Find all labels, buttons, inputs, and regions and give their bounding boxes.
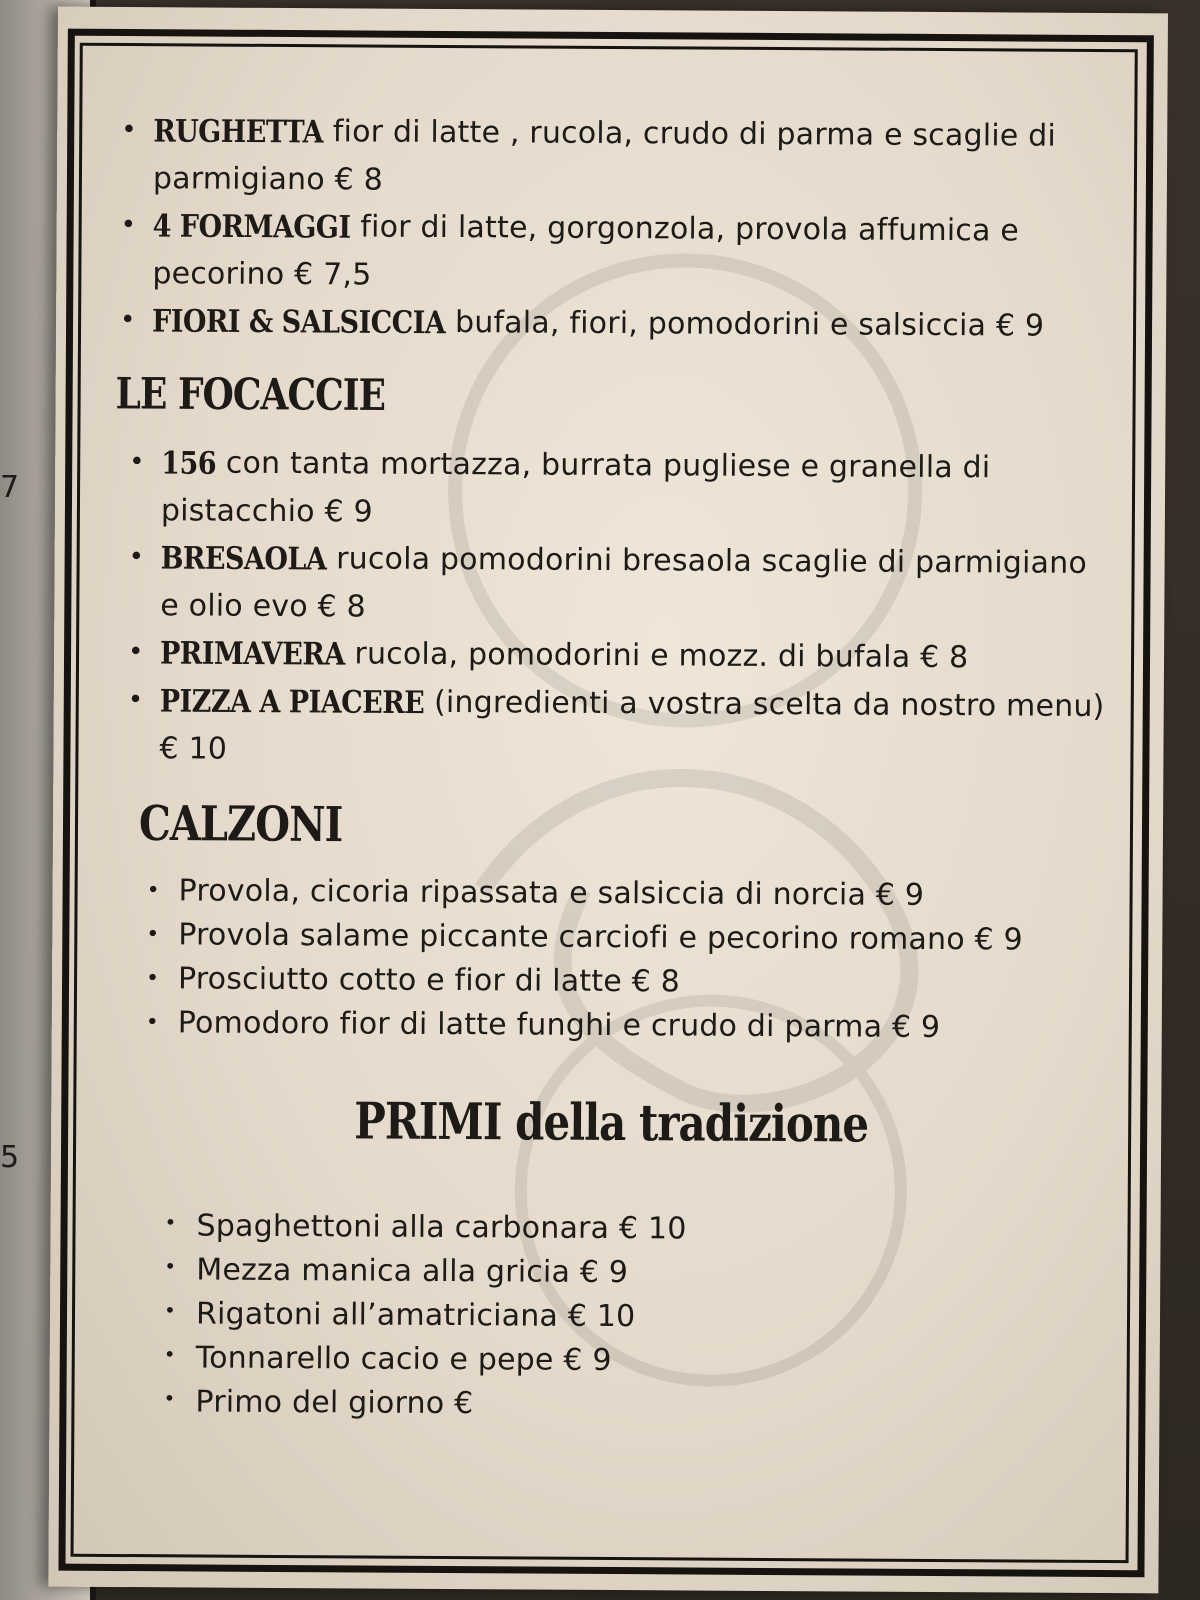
- list-item: [160, 1204, 1110, 1254]
- list-item: [142, 1001, 1112, 1051]
- dish-description: fior di latte, gorgonzola, provola affumica e pecorino € 7,5: [152, 209, 1020, 293]
- dish-description: con tanta mortazza, burrata pugliese e granella di pistacchio € 9: [160, 445, 991, 530]
- section-title-primi: PRIMI della tradizione: [354, 1091, 869, 1154]
- primi-list: [109, 1204, 1110, 1430]
- bullet-icon: •: [146, 878, 160, 904]
- section-title-calzoni: CALZONI: [138, 795, 343, 854]
- bullet-icon: •: [145, 1010, 160, 1036]
- list-item: [160, 1292, 1110, 1342]
- list-item: [142, 869, 1112, 919]
- dish-name: FIORI & SALSICCIA: [151, 303, 446, 342]
- menu-content: [109, 107, 1117, 1430]
- calzoni-list: [112, 869, 1113, 1051]
- focacce-list: [113, 439, 1115, 778]
- dish-description: Prosciutto cotto e fior di latte € 8: [177, 961, 681, 1000]
- bullet-icon: •: [120, 304, 136, 336]
- list-item: [124, 534, 1115, 635]
- bullet-icon: •: [127, 637, 144, 668]
- bullet-icon: •: [163, 1342, 176, 1367]
- dish-description: Mezza manica alla gricia € 9: [196, 1252, 629, 1291]
- bullet-icon: •: [145, 966, 160, 992]
- dish-description: Tonnarello cacio e pepe € 9: [195, 1340, 612, 1379]
- dish-name: 4 FORMAGGI: [152, 208, 351, 246]
- dish-name: PIZZA A PIACERE: [159, 683, 425, 722]
- pizze-list: [116, 107, 1117, 351]
- list-item: [142, 957, 1112, 1007]
- dish-description: fior di latte , rucola, crudo di parma e scaglie di parmigiano € 8: [152, 114, 1057, 198]
- list-item: [160, 1248, 1110, 1298]
- dish-description: Primo del giorno €: [195, 1384, 474, 1422]
- bullet-icon: •: [164, 1210, 177, 1235]
- section-title-focacce: LE FOCACCIE: [115, 368, 386, 421]
- dish-description: Rigatoni all’amatriciana € 10: [195, 1296, 636, 1335]
- bullet-icon: •: [127, 685, 144, 716]
- dish-description: rucola, pomodorini e mozz. di bufala € 8: [354, 636, 969, 676]
- adjacent-page-fragment: 7: [0, 470, 20, 505]
- list-item: [159, 1380, 1109, 1430]
- list-item: [125, 439, 1116, 540]
- dish-description: rucola pomodorini bresaola scaglie di parmigiano e olio evo € 8: [160, 541, 1088, 625]
- list-item: [116, 202, 1117, 303]
- bullet-icon: •: [121, 114, 137, 146]
- bullet-icon: •: [128, 542, 145, 573]
- bullet-icon: •: [120, 209, 137, 241]
- dish-description: Spaghettoni alla carbonara € 10: [196, 1208, 687, 1247]
- list-item: [142, 913, 1112, 963]
- list-item: [160, 1336, 1110, 1386]
- dish-name: PRIMAVERA: [159, 635, 345, 673]
- bullet-icon: •: [164, 1254, 177, 1279]
- dish-description: (ingredienti a vostra scelta da nostro menu) € 10: [159, 684, 1105, 767]
- dish-name: BRESAOLA: [160, 540, 327, 578]
- bullet-icon: •: [163, 1386, 176, 1411]
- bullet-icon: •: [129, 447, 145, 478]
- bullet-icon: •: [163, 1298, 177, 1323]
- dish-name: 156: [161, 445, 217, 482]
- dish-description: Provola salame piccante carciofi e pecorino romano € 9: [178, 917, 1023, 958]
- bullet-icon: •: [146, 922, 160, 948]
- dish-description: Pomodoro fior di latte funghi e crudo di parma € 9: [177, 1005, 941, 1046]
- dish-description: bufala, fiori, pomodorini e salsiccia € 9: [454, 305, 1045, 344]
- dish-name: RUGHETTA: [153, 113, 324, 151]
- adjacent-page-fragment: 5: [0, 1140, 20, 1175]
- menu-page: [48, 7, 1168, 1594]
- list-item: [117, 107, 1118, 208]
- list-item: [123, 677, 1114, 778]
- list-item: [116, 297, 1116, 351]
- dish-description: Provola, cicoria ripassata e salsiccia di norcia € 9: [178, 873, 925, 913]
